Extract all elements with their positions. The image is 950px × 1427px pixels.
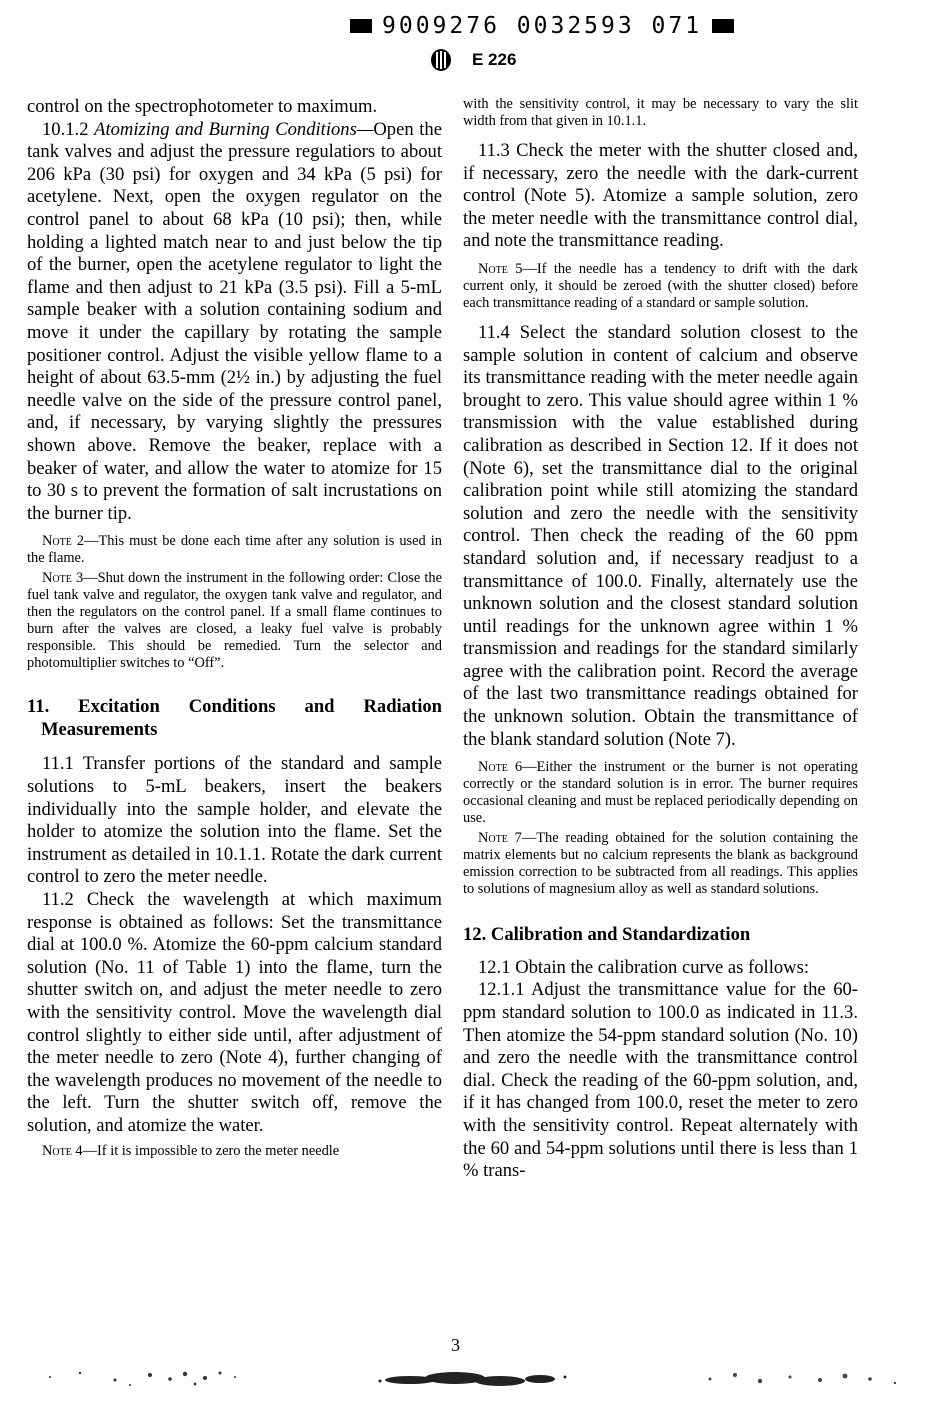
- note-text: —This must be done each time after any solution is used in the flame.: [27, 533, 443, 567]
- paragraph-body: Open the tank valves and adjust the pressure regulatiors to about 206 kPa (30 psi) for oxygen and 34 kPa (5 psi) for acetylene. Next, open the oxygen regulator on the control panel to about 68 kPa (10 psi); then, while holding a lighted match near to and just below the tip of the burner, open the acetylene regulator to light the flame and then adjust to 21 kPa (3.5 psi). Fill a 5-mL sample beaker with a solution containing sodium and move it under the capillary by rotating the sample positioner control. Adjust the visible yellow flame to a height of about 63.5-mm (2½ in.) by adjusting the fuel needle valve on the side of the pressure control panel, and, if necessary, by varying slightly the pressures shown above. Remove the beaker, replace with a beaker of water, and allow the water to atomize for 15 to 30 s to prevent the formation of salt incrustations on the burner tip.: [27, 118, 442, 524]
- barcode-text: 9009276 0032593 071: [382, 13, 703, 39]
- scan-noise-left: [20, 1365, 280, 1395]
- note-label: Note 4: [42, 1142, 83, 1159]
- note-text: —If the needle has a tendency to drift with the dark current only, it should be zeroed (with the shutter closed) before each transmittance reading of a standard or sample solution.: [463, 260, 858, 311]
- barcode-right-block: [712, 19, 734, 33]
- note-label: Note 6: [478, 759, 523, 776]
- note-label: Note 3: [42, 570, 84, 587]
- standard-designation: E 226: [472, 50, 517, 69]
- barcode-row: [350, 14, 734, 38]
- note-text: —Shut down the instrument in the following order: Close the fuel tank valve and regulator, the oxygen tank valve and regulator, and then the regulators on the control panel. If a small flame continues to burn after the valves are closed, a leaky fuel valve is probably responsible. This should be remedied. Turn the selector and photomultiplier switches to “Off”.: [27, 570, 443, 672]
- note-label: Note 7: [478, 830, 522, 847]
- subsection-title: Atomizing and Burning Conditions—: [94, 118, 374, 140]
- paragraph-11-1: 11.1 Transfer portions of the standard and sample solutions to 5-mL beakers, insert the beakers individually into the sample holder, and elevate the holder to atomize the solution into the flame. Set the instrument as detailed in 10.1.1. Rotate the dark current control to zero the meter needle.: [27, 753, 442, 888]
- paragraph-12-1: 12.1 Obtain the calibration curve as follows:: [478, 956, 809, 978]
- note-5: [463, 261, 858, 312]
- section-12-heading: 12. Calibration and Standardization: [463, 924, 751, 946]
- page-number: 3: [451, 1335, 460, 1355]
- note-label: Note 5: [478, 260, 523, 277]
- paragraph-11-3: 11.3 Check the meter with the shutter closed and, if necessary, zero the needle with the dark-current control (Note 5). Atomize a sample solution, zero the meter needle with the transmittance control dial, and note the transmittance reading.: [463, 140, 858, 252]
- right-column: [463, 96, 858, 1183]
- page-header: [0, 14, 950, 38]
- designation-row: [430, 48, 516, 72]
- note-6: [463, 759, 858, 827]
- note-label: Note 2: [42, 533, 85, 550]
- paragraph-11-4: 11.4 Select the standard solution closest to the sample solution in content of calcium and observe its transmittance reading with the meter needle again brought to zero. This value should agree within 1 % transmission with the value established during calibration as described in Section 12. If it does not (Note 6), set the transmittance dial to the original calibration point while still atomizing the standard solution and zero the needle with the sensitivity control. Then check the reading of the 60 ppm standard solution and, if necessary readjust to a transmittance of 100.0. Finally, alternately use the unknown solution and the closest standard solution until readings for the unknown agree within 1 % transmission and readings for the standard similarly agree with the calibration point. Record the average of the last two transmittance readings obtained for the unknown solution. Obtain the transmittance of the blank standard solution (Note 7).: [463, 321, 858, 750]
- note-text: —If it is impossible to zero the meter needle: [82, 1142, 340, 1159]
- note-2: [27, 533, 442, 567]
- barcode-left-block: [350, 19, 372, 33]
- astm-logo-icon: [430, 48, 452, 72]
- paragraph-10-1-2: [27, 119, 442, 526]
- scan-noise-center: [350, 1365, 580, 1395]
- note-4-continuation: with the sensitivity control, it may be necessary to vary the slit width from that given in 10.1.1.: [463, 96, 858, 129]
- note-3: [27, 570, 442, 672]
- note-text: —Either the instrument or the burner is not operating correctly or the standard solution is in error. The burner requires occasional cleaning and must be replaced periodically depending on use.: [463, 759, 858, 827]
- note-7: [463, 830, 858, 898]
- note-text: —The reading obtained for the solution containing the matrix elements but no calcium represents the blank as background emission correction to be subtracted from all readings. This applies to solutions of magnesium alloy as well as standard solutions.: [463, 830, 859, 898]
- note-4: [27, 1143, 442, 1160]
- scan-noise-right: [690, 1365, 920, 1395]
- paragraph-11-2: 11.2 Check the wavelength at which maximum response is obtained as follows: Set the transmittance dial at 100.0 %. Atomize the 60-ppm calcium standard solution (No. 11 of Table 1) into the flame, turn the shutter switch on, and adjust the meter needle to zero with the sensitivity control. Move the wavelength dial control slightly to either side until, after adjustment of the meter needle to zero (Note 4), further changing of the wavelength produces no movement of the needle to the left. Turn the shutter switch off, remove the solution, and atomize the water.: [27, 889, 442, 1136]
- section-number: 10.1.2: [42, 118, 89, 140]
- paragraph-continuation: control on the spectrophotometer to maximum.: [27, 96, 378, 117]
- section-11-heading: 11. Excitation Conditions and Radiation Measurements: [27, 696, 442, 740]
- paragraph-12-1-1: 12.1.1 Adjust the transmittance value for the 60-ppm standard solution to 100.0 as indicated in 11.3. Then atomize the 54-ppm standard solution (No. 10) and zero the needle with the transmittance control dial. Check the reading of the 60-ppm solution, and, if it has changed from 100.0, reset the meter to zero with the sensitivity control. Repeat alternately with the 60 and 54-ppm solutions until there is less than 1 % trans-: [463, 979, 858, 1182]
- left-column: [27, 96, 442, 1160]
